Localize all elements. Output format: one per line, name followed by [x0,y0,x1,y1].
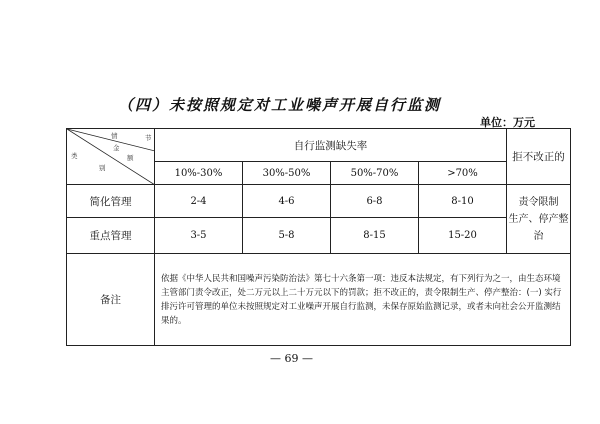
value-cell: 3-5 [155,218,243,254]
subheader-cell: >70% [419,162,507,185]
penalty-table [66,128,571,346]
value-cell: 8-10 [419,185,507,218]
page-number: — 69 — [270,352,313,365]
value-cell: 4-6 [243,185,331,218]
note-text-cell: 依据《中华人民共和国噪声污染防治法》第七十六条第一项：违反本法规定，有下列行为之一，由生态环境主管部门责令改正，处二万元以上二十万元以下的罚款；拒不改正的，责令限制生产、停产整治：(一) 实行排污许可管理的单位未按照规定对工业噪声开展自行监测，未保存原始监测记录，或者未向社会公开监测结果的。 [155,254,571,346]
subheader-cell: 30%-50% [243,162,331,185]
unit-label: 单位：万元 [480,116,535,129]
refuse-line: 生产、停产整 [508,213,569,225]
value-cell: 6-8 [331,185,419,218]
diag-word: 别 [99,164,106,172]
category-cell: 简化管理 [67,185,155,218]
diag-word: 情 [111,132,118,140]
section-title: （四）未按照规定对工业噪声开展自行监测 [118,96,442,114]
diag-word: 节 [145,134,152,142]
note-label-cell: 备注 [67,254,155,346]
diagonal-header-cell [67,129,155,185]
diag-word: 类 [71,152,78,160]
subheader-cell: 10%-30% [155,162,243,185]
value-cell: 8-15 [331,218,419,254]
diag-word: 额 [127,154,134,162]
subheader-cell: 50%-70% [331,162,419,185]
diag-word: 金 [113,144,120,152]
category-cell: 重点管理 [67,218,155,254]
refuse-line: 治 [533,230,544,242]
value-cell: 15-20 [419,218,507,254]
value-cell: 5-8 [243,218,331,254]
value-cell: 2-4 [155,185,243,218]
refuse-line: 责令限制 [518,196,559,208]
refuse-penalty-cell [507,185,571,254]
refuse-header: 拒不改正的 [507,129,571,185]
group-header: 自行监测缺失率 [155,129,507,162]
